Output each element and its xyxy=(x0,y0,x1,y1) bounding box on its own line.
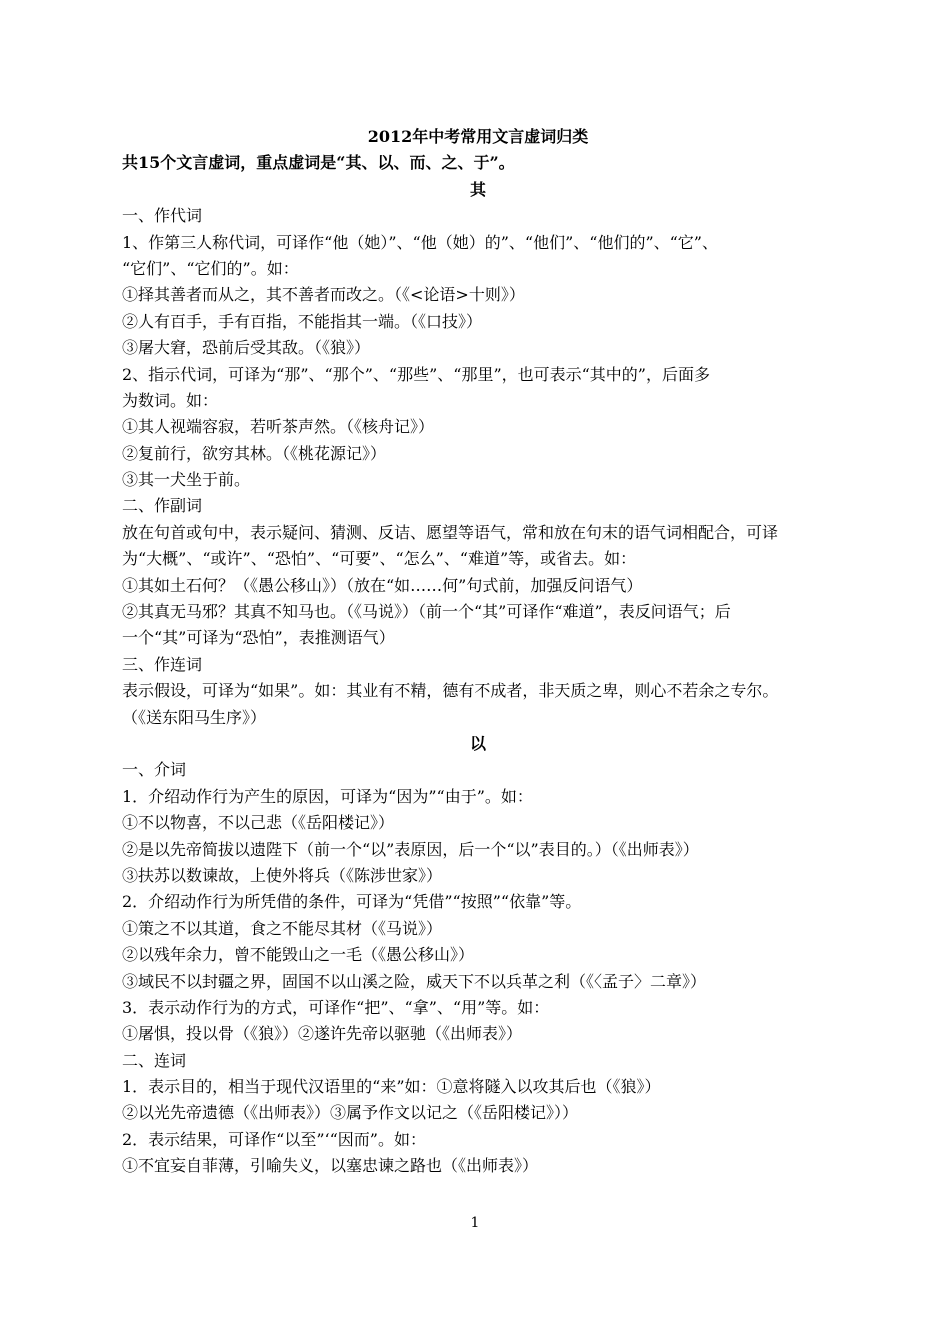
text-line: ③扶苏以数谏故，上使外将兵（《陈涉世家》） xyxy=(122,865,443,885)
section-heading-qi: 其 xyxy=(469,179,486,199)
text-line: 为“大概”、“或许”、“恐怕”、“可要”、“怎么”、“难道”等，或省去。如： xyxy=(122,549,637,569)
text-line: 二、作副词 xyxy=(122,496,203,516)
text-line: ①不宜妄自菲薄，引喻失义，以塞忠谏之路也（《出师表》） xyxy=(122,1156,539,1176)
text-line: ②以光先帝遗德（《出师表》）③属予作文以记之（《岳阳楼记》）） xyxy=(122,1103,579,1123)
text-line: ②其真无马邪？其真不知马也。（《马说》）（前一个“其”可译作“难道”，表反问语气；后 xyxy=(122,602,731,622)
text-line: ③屠大窘，恐前后受其敌。（《狼》） xyxy=(122,338,371,358)
text-line: 1．表示目的，相当于现代汉语里的“来”如：①意将隧入以攻其后也（《狼》） xyxy=(122,1077,661,1097)
text-line: ①其如土石何？（《愚公移山》）（放在“如……何”句式前，加强反问语气） xyxy=(122,575,643,595)
text-line: （《送东阳马生序》） xyxy=(122,707,267,727)
text-line: 1、作第三人称代词，可译作“他（她）”、“他（她）的”、“他们”、“他们的”、“它”、 xyxy=(122,232,718,252)
text-line: 1．介绍动作行为产生的原因，可译为“因为”“由于”。如： xyxy=(122,786,533,806)
text-line: ②是以先帝简拔以遗陛下（前一个“以”表原因，后一个“以”表目的。）（《出师表》） xyxy=(122,839,699,859)
intro-line: 共15个文言虚词，重点虚词是“其、以、而、之、于”。 xyxy=(122,153,515,173)
document-page xyxy=(122,124,834,1180)
text-line: ①屠惧，投以骨（《狼》）②遂许先帝以驱驰（《出师表》） xyxy=(122,1024,523,1044)
page-number: 1 xyxy=(470,1215,480,1231)
document-title: 2012年中考常用文言虚词归类 xyxy=(367,127,589,146)
text-line: 一、作代词 xyxy=(122,206,203,226)
section-heading-yi: 以 xyxy=(469,733,486,753)
text-line: 一、介词 xyxy=(122,760,187,780)
text-line: 2．表示结果，可译作“以至”‘“因而”。如： xyxy=(122,1129,426,1149)
text-line: “它们”、“它们的”。如： xyxy=(122,258,299,278)
text-line: ②复前行，欲穷其林。（《桃花源记》） xyxy=(122,443,387,463)
text-line: ①不以物喜，不以己悲（《岳阳楼记》） xyxy=(122,813,395,833)
text-line: 3．表示动作行为的方式，可译作“把”、“拿”、“用”等。如： xyxy=(122,997,550,1017)
text-line: 表示假设，可译为“如果”。如：其业有不精，德有不成者，非天质之卑，则心不若余之专尔。 xyxy=(122,681,779,701)
text-line: ②以残年余力，曾不能毁山之一毛（《愚公移山》） xyxy=(122,945,475,965)
text-line: 一个“其”可译为“恐怕”，表推测语气） xyxy=(122,628,395,648)
text-line: 放在句首或句中，表示疑问、猜测、反诘、愿望等语气，常和放在句末的语气词相配合，可译 xyxy=(122,522,779,542)
text-line: 2、指示代词，可译为“那”、“那个”、“那些”、“那里”，也可表示“其中的”，后面多 xyxy=(122,364,710,384)
text-line: 三、作连词 xyxy=(122,654,203,674)
text-line: ①择其善者而从之，其不善者而改之。（《<论语>十则》） xyxy=(122,285,525,305)
text-line: 2．介绍动作行为所凭借的条件，可译为“凭借”“按照”“依靠”等。 xyxy=(122,892,582,912)
text-line: 为数词。如： xyxy=(122,390,219,410)
text-line: ②人有百手，手有百指，不能指其一端。（《口技》） xyxy=(122,311,483,331)
text-line: 二、连词 xyxy=(122,1050,187,1070)
text-line: ①其人视端容寂，若听茶声然。（《核舟记》） xyxy=(122,417,435,437)
text-line: ①策之不以其道，食之不能尽其材（《马说》） xyxy=(122,918,443,938)
text-line: ③其一犬坐于前。 xyxy=(122,470,251,490)
text-line: ③域民不以封疆之界，固国不以山溪之险，威天下不以兵革之利（《〈孟子〉二章》） xyxy=(122,971,707,991)
